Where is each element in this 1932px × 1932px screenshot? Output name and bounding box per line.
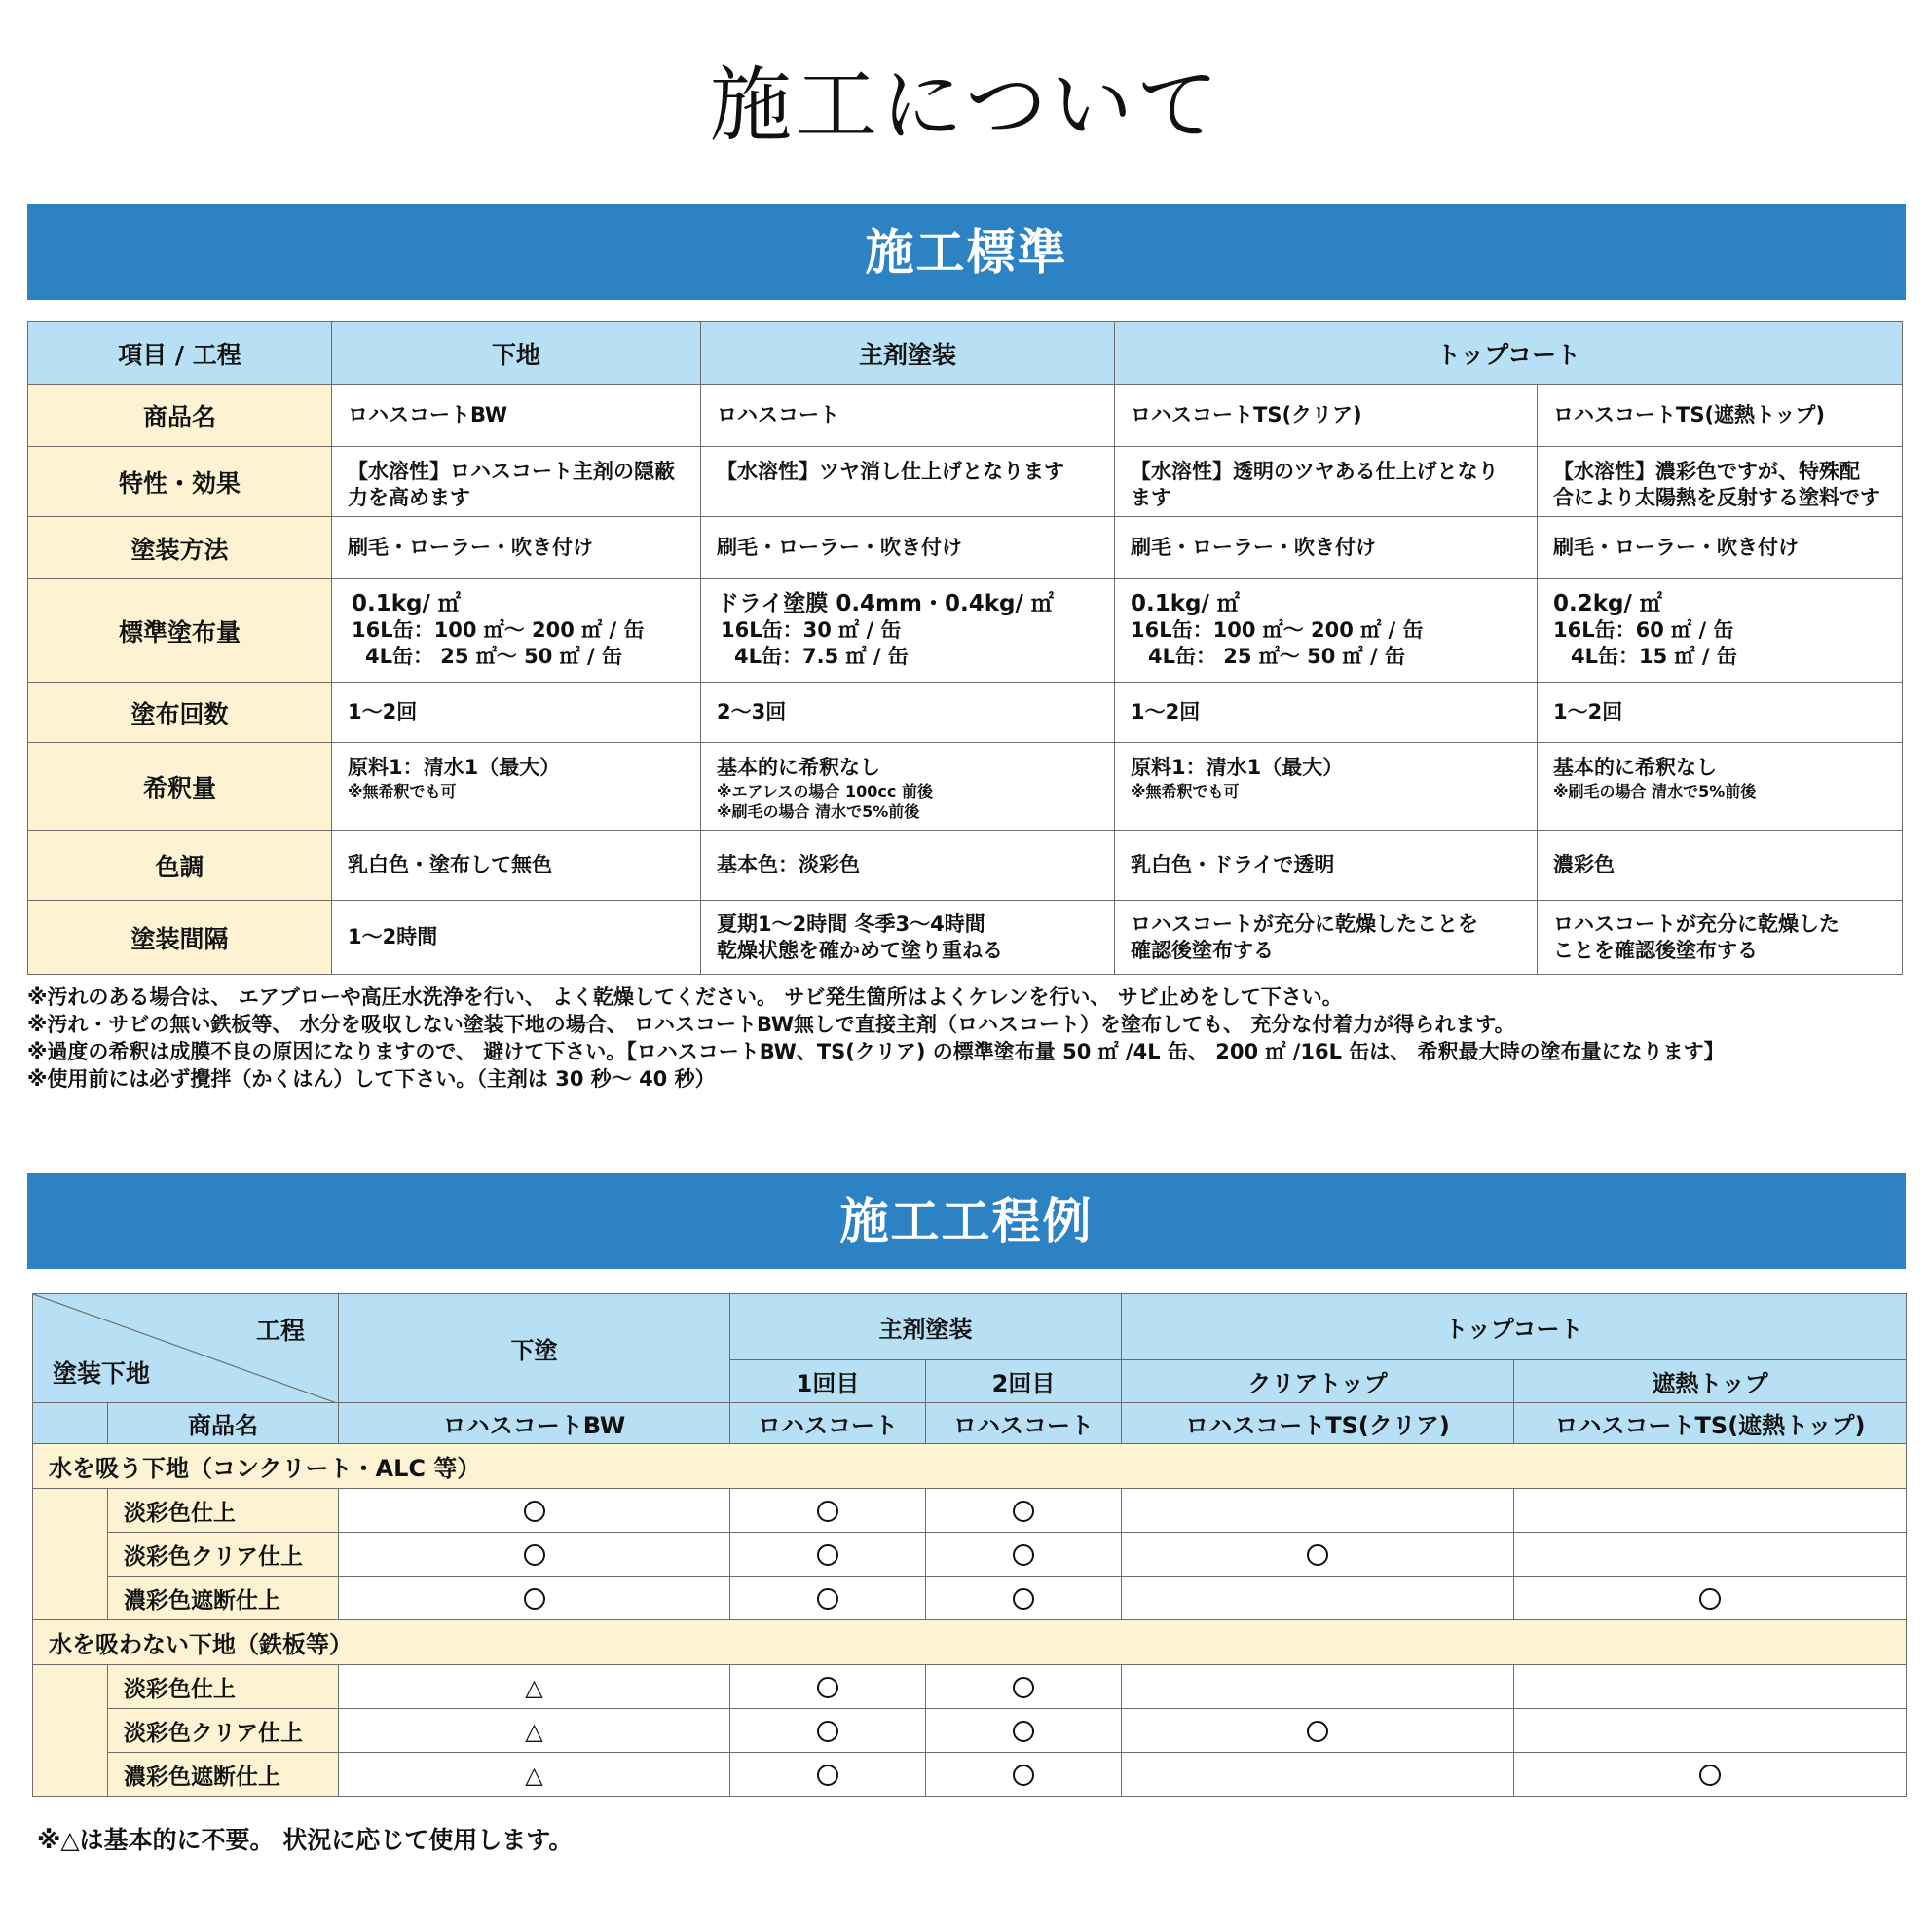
triangle-mark-icon: △ <box>525 1717 543 1745</box>
circle-mark-icon <box>817 1501 838 1522</box>
circle-mark-icon <box>1307 1544 1328 1566</box>
cell: 1～2回 <box>332 683 701 743</box>
cell: 乳白色・ドライで透明 <box>1115 831 1538 901</box>
mark-cell <box>339 1753 730 1797</box>
cell: ロハスコートが充分に乾燥した ことを確認後塗布する <box>1538 901 1903 975</box>
header-row-1 <box>33 1294 1907 1360</box>
cell: 濃彩色 <box>1538 831 1903 901</box>
mark-cell <box>1514 1489 1907 1533</box>
mark-cell <box>1122 1753 1514 1797</box>
cell: 乳白色・塗布して無色 <box>332 831 701 901</box>
cell: 0.1kg/ ㎡ 16L缶：100 ㎡～ 200 ㎡ / 缶 4L缶： 25 ㎡～ 50 ㎡ / 缶 <box>332 579 701 683</box>
side-cell <box>33 1489 108 1533</box>
row-label: 淡彩色クリア仕上 <box>108 1533 339 1577</box>
row-label: 淡彩色仕上 <box>108 1665 339 1709</box>
table-row <box>33 1533 1907 1577</box>
product-cell: ロハスコート <box>730 1403 926 1444</box>
group-row <box>33 1444 1907 1489</box>
cell: 基本的に希釈なし ※刷毛の場合 清水で5%前後 <box>1538 743 1903 831</box>
cell: 1～2回 <box>1115 683 1538 743</box>
cell: 1～2回 <box>1538 683 1903 743</box>
product-cell: ロハスコート <box>926 1403 1122 1444</box>
circle-mark-icon <box>817 1721 838 1742</box>
circle-mark-icon <box>817 1765 838 1786</box>
mark-cell <box>730 1577 926 1620</box>
circle-mark-icon <box>1699 1765 1721 1786</box>
side-cell <box>33 1403 108 1444</box>
note: ※使用前には必ず攪拌（かくはん）して下さい。（主剤は 30 秒～ 40 秒） <box>27 1067 716 1091</box>
circle-mark-icon <box>1013 1677 1034 1698</box>
group-label: 水を吸う下地（コンクリート・ALC 等） <box>33 1444 1907 1489</box>
header-row <box>28 322 1903 385</box>
cell: 【水溶性】ロハスコート主剤の隠蔽 力を高めます <box>332 447 701 517</box>
header-topcoat: トップコート <box>1122 1294 1907 1360</box>
row-label: 塗装方法 <box>28 517 332 579</box>
row-method <box>28 517 1903 579</box>
header-item: 項目 / 工程 <box>28 322 332 385</box>
corner-process: 工程 <box>255 1317 305 1345</box>
row-label: 濃彩色遮断仕上 <box>108 1577 339 1620</box>
cell: ロハスコートBW <box>332 385 701 447</box>
table-row <box>33 1709 1907 1753</box>
group-label: 水を吸わない下地（鉄板等） <box>33 1620 1907 1665</box>
cell: ロハスコートTS(遮熱トップ) <box>1538 385 1903 447</box>
table-row <box>33 1577 1907 1620</box>
corner-cell <box>33 1294 339 1403</box>
cell: 基本色：淡彩色 <box>701 831 1115 901</box>
header-topcoat: トップコート <box>1115 322 1903 385</box>
header-first: 1回目 <box>730 1360 926 1403</box>
cell: 刷毛・ローラー・吹き付け <box>701 517 1115 579</box>
circle-mark-icon <box>1013 1588 1034 1610</box>
circle-mark-icon <box>1013 1501 1034 1522</box>
corner-product: 商品名 <box>108 1403 339 1444</box>
cell: 刷毛・ローラー・吹き付け <box>332 517 701 579</box>
mark-cell <box>339 1489 730 1533</box>
header-heat: 遮熱トップ <box>1514 1360 1907 1403</box>
row-color <box>28 831 1903 901</box>
mark-cell <box>926 1533 1122 1577</box>
side-cell <box>33 1533 108 1577</box>
cell: 基本的に希釈なし ※エアレスの場合 100cc 前後 ※刷毛の場合 清水で5%前後 <box>701 743 1115 831</box>
mark-cell <box>1122 1577 1514 1620</box>
mark-cell <box>1122 1709 1514 1753</box>
cell: 原料1：清水1（最大） ※無希釈でも可 <box>1115 743 1538 831</box>
note: ※過度の希釈は成膜不良の原因になりますので、 避けて下さい。【ロハスコートBW、TS(クリア) の標準塗布量 50 ㎡ /4L 缶、 200 ㎡ /16L 缶は、 希釈最大時の塗布量になります】 <box>27 1040 1725 1063</box>
mark-cell <box>926 1665 1122 1709</box>
product-cell: ロハスコートTS(クリア) <box>1122 1403 1514 1444</box>
cell: ロハスコートTS(クリア) <box>1115 385 1538 447</box>
side-cell <box>33 1709 108 1753</box>
mark-cell <box>1122 1489 1514 1533</box>
cell: 夏期1～2時間 冬季3～4時間 乾燥状態を確かめて塗り重ねる <box>701 901 1115 975</box>
page-title: 施工について <box>709 57 1223 153</box>
mark-cell <box>730 1753 926 1797</box>
triangle-mark-icon: △ <box>525 1673 543 1701</box>
mark-cell <box>1514 1577 1907 1620</box>
mark-cell <box>730 1709 926 1753</box>
circle-mark-icon <box>1013 1544 1034 1566</box>
row-label: 特性・効果 <box>28 447 332 517</box>
product-cell: ロハスコートTS(遮熱トップ) <box>1514 1403 1907 1444</box>
process-table <box>32 1293 1907 1797</box>
row-product <box>28 385 1903 447</box>
mark-cell <box>926 1489 1122 1533</box>
note: ※汚れ・サビの無い鉄板等、 水分を吸収しない塗装下地の場合、 ロハスコートBW無しで直接主剤（ロハスコート）を塗布しても、 充分な付着力が得られます。 <box>27 1013 1515 1036</box>
mark-cell <box>926 1709 1122 1753</box>
cell: 原料1：清水1（最大） ※無希釈でも可 <box>332 743 701 831</box>
cell: 1～2時間 <box>332 901 701 975</box>
header-second: 2回目 <box>926 1360 1122 1403</box>
side-cell <box>33 1753 108 1797</box>
side-cell <box>33 1577 108 1620</box>
mark-cell <box>339 1577 730 1620</box>
cell: 【水溶性】ツヤ消し仕上げとなります <box>701 447 1115 517</box>
circle-mark-icon <box>1013 1721 1034 1742</box>
mark-cell <box>730 1489 926 1533</box>
row-label: 商品名 <box>28 385 332 447</box>
table-row <box>33 1753 1907 1797</box>
cell: ロハスコート <box>701 385 1115 447</box>
table-row <box>33 1489 1907 1533</box>
mark-cell <box>730 1533 926 1577</box>
cell: 刷毛・ローラー・吹き付け <box>1538 517 1903 579</box>
circle-mark-icon <box>817 1544 838 1566</box>
product-cell: ロハスコートBW <box>339 1403 730 1444</box>
cell: 0.2kg/ ㎡ 16L缶：60 ㎡ / 缶 4L缶：15 ㎡ / 缶 <box>1538 579 1903 683</box>
mark-cell <box>1514 1665 1907 1709</box>
circle-mark-icon <box>1307 1721 1328 1742</box>
circle-mark-icon <box>524 1588 545 1610</box>
circle-mark-icon <box>1699 1588 1721 1610</box>
row-label: 淡彩色仕上 <box>108 1489 339 1533</box>
row-label: 色調 <box>28 831 332 901</box>
mark-cell <box>1514 1709 1907 1753</box>
row-dilution <box>28 743 1903 831</box>
circle-mark-icon <box>524 1544 545 1566</box>
header-main: 主剤塗装 <box>730 1294 1122 1360</box>
note: ※汚れのある場合は、 エアブローや高圧水洗浄を行い、 よく乾燥してください。 サビ発生箇所はよくケレンを行い、 サビ止めをして下さい。 <box>27 985 1343 1009</box>
side-cell <box>33 1665 108 1709</box>
mark-cell <box>1514 1533 1907 1577</box>
circle-mark-icon <box>524 1501 545 1522</box>
row-label: 標準塗布量 <box>28 579 332 683</box>
header-undercoat: 下塗 <box>339 1294 730 1403</box>
standard-table <box>27 321 1903 975</box>
mark-cell <box>339 1665 730 1709</box>
row-amount <box>28 579 1903 683</box>
header-clear: クリアトップ <box>1122 1360 1514 1403</box>
section-title-standard: 施工標準 <box>27 204 1906 300</box>
cell: 【水溶性】透明のツヤある仕上げとなり ます <box>1115 447 1538 517</box>
mark-cell <box>1122 1533 1514 1577</box>
row-label: 濃彩色遮断仕上 <box>108 1753 339 1797</box>
circle-mark-icon <box>817 1677 838 1698</box>
cell: 刷毛・ローラー・吹き付け <box>1115 517 1538 579</box>
cell: 2～3回 <box>701 683 1115 743</box>
cell: ロハスコートが充分に乾燥したことを 確認後塗布する <box>1115 901 1538 975</box>
mark-cell <box>339 1533 730 1577</box>
mark-cell <box>1122 1665 1514 1709</box>
group-row <box>33 1620 1907 1665</box>
row-coats <box>28 683 1903 743</box>
cell: ドライ塗膜 0.4mm・0.4kg/ ㎡ 16L缶：30 ㎡ / 缶 4L缶：7.5 ㎡ / 缶 <box>701 579 1115 683</box>
row-label: 塗布回数 <box>28 683 332 743</box>
circle-mark-icon <box>817 1588 838 1610</box>
corner-substrate: 塗装下地 <box>53 1359 151 1388</box>
row-label: 塗装間隔 <box>28 901 332 975</box>
section-title-process: 施工工程例 <box>27 1173 1906 1269</box>
circle-mark-icon <box>1013 1765 1034 1786</box>
header-main: 主剤塗装 <box>701 322 1115 385</box>
mark-cell <box>730 1665 926 1709</box>
row-label: 淡彩色クリア仕上 <box>108 1709 339 1753</box>
triangle-mark-icon: △ <box>525 1761 543 1789</box>
product-row <box>33 1403 1907 1444</box>
row-interval <box>28 901 1903 975</box>
notes <box>27 984 1907 1093</box>
mark-cell <box>1514 1753 1907 1797</box>
cell: 0.1kg/ ㎡ 16L缶：100 ㎡～ 200 ㎡ / 缶 4L缶： 25 ㎡～ 50 ㎡ / 缶 <box>1115 579 1538 683</box>
cell: 【水溶性】濃彩色ですが、特殊配 合により太陽熱を反射する塗料です <box>1538 447 1903 517</box>
mark-cell <box>926 1753 1122 1797</box>
row-label: 希釈量 <box>28 743 332 831</box>
mark-cell <box>926 1577 1122 1620</box>
table-row <box>33 1665 1907 1709</box>
mark-cell <box>339 1709 730 1753</box>
footnote: ※△は基本的に不要。 状況に応じて使用します。 <box>37 1826 574 1854</box>
header-base: 下地 <box>332 322 701 385</box>
row-feature <box>28 447 1903 517</box>
